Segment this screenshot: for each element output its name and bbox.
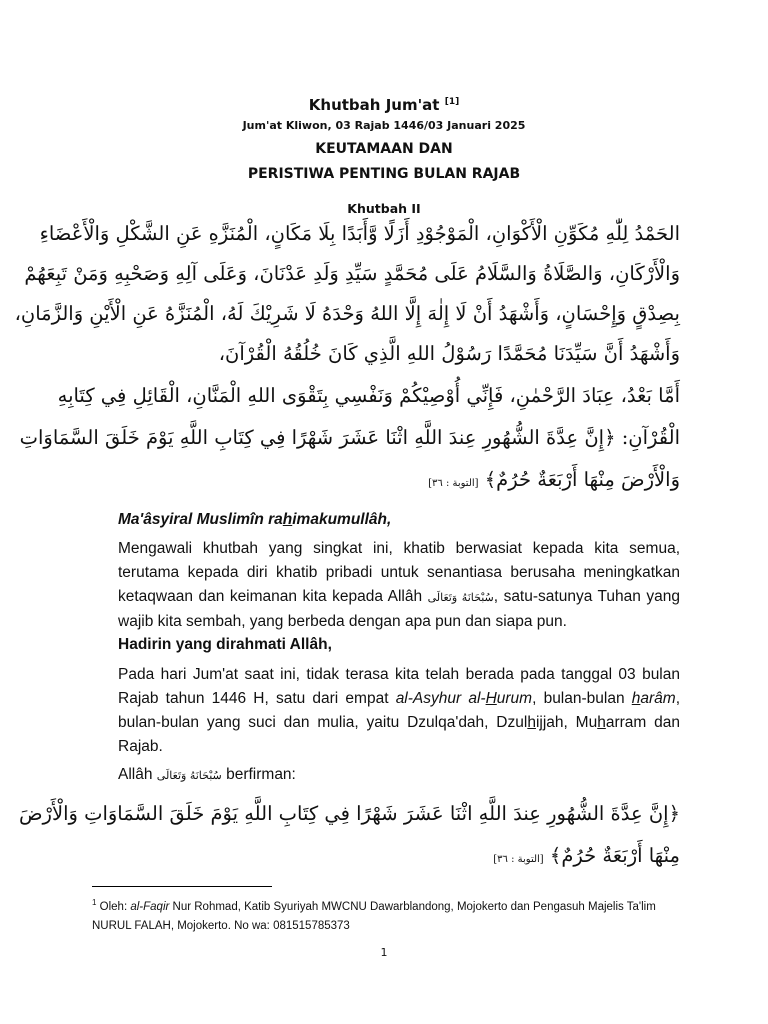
footnote-text: Nur Rohmad, Katib Syuriyah MWCNU Dawarblandong, Mojokerto dan Pengasuh Majelis Ta'lim NURUL FALAH, Mojokerto. No wa: 081515785373 <box>92 901 656 932</box>
paragraph-text: , bulan-bulan <box>532 690 632 707</box>
arabic-line: الْقُرْآنِ: ﴿إِنَّ عِدَّةَ الشُّهُورِ عِندَ اللَّهِ اثْنَا عَشَرَ شَهْرًا فِي كِتَابِ اللَّهِ يَوْمَ خَلَقَ السَّمَاوَاتِ <box>19 426 680 449</box>
italic-term: arâm <box>640 690 676 707</box>
italic-term: h <box>631 690 641 707</box>
paragraph-wasiat <box>118 537 680 634</box>
quran-citation: [التوبة : ٣٦] <box>428 478 479 489</box>
address-text: Ma'âsyiral Muslimîn ra <box>118 511 283 528</box>
address-text: imakumullâh, <box>292 511 392 528</box>
arabic-amma-badu <box>19 384 680 504</box>
footnote-text: al-Faqir <box>130 901 170 913</box>
italic-term: urum <box>496 690 533 707</box>
paragraph-text: arram dan Rajab. <box>118 714 680 755</box>
paragraph-berfirman <box>118 766 296 784</box>
arabic-line: أَمَّا بَعْدُ، عِبَادَ الرَّحْمٰنِ، فَإِنِّي أُوْصِيْكُمْ وَنَفْسِي بِتَقْوَى اللهِ الْمَنَّانِ، الْقَائِلِ فِي كِتَابِهِ <box>57 384 680 407</box>
arabic-line: بِصِدْقٍ وَإِحْسَانٍ، وَأَشْهَدُ أَنْ لَا إِلٰهَ إِلَّا اللهُ وَحْدَهُ لَا شَرِيْكَ لَهُ، الْمُنَزَّهُ عَنِ الْأَيْنِ وَالزَّمَانِ، <box>14 302 680 325</box>
arabic-line <box>118 468 680 491</box>
arabic-verse-text: مِنْهَا أَرْبَعَةٌ حُرُمٌ﴾ <box>549 844 680 867</box>
address-muslimin <box>118 511 391 529</box>
arabic-line: وَالْأَرْكَانِ، وَالصَّلَاةُ وَالسَّلَامُ عَلَى مُحَمَّدٍ سَيِّدِ وَلَدِ عَدْنَانَ، وَعَلَى آلِهِ وَصَحْبِهِ وَمَنْ تَبِعَهُمْ <box>24 262 680 285</box>
paragraph-text: berfirman: <box>221 766 296 783</box>
paragraph-text: Allâh <box>118 766 157 783</box>
title-footnote-ref[interactable]: [1] <box>444 97 460 107</box>
italic-term: al-Asyhur al- <box>395 690 486 707</box>
arabic-line: ﴿إِنَّ عِدَّةَ الشُّهُورِ عِندَ اللَّهِ اثْنَا عَشَرَ شَهْرًا فِي كِتَابِ اللَّهِ يَوْمَ خَلَقَ السَّمَاوَاتِ وَالْأَرْضَ <box>18 802 680 825</box>
khutbah-date: Jum'at Kliwon, 03 Rajab 1446/03 Januari 2025 <box>242 119 526 132</box>
paragraph-rajab <box>118 663 680 759</box>
heading-line-1: KEUTAMAAN DAN <box>315 141 453 157</box>
footnote-divider <box>92 886 272 887</box>
paragraph-text: ijjah, Mu <box>535 714 598 731</box>
underlined-letter: h <box>527 714 536 731</box>
arabic-verse-tawbah <box>18 802 680 882</box>
page-number: 1 <box>380 946 388 959</box>
arabic-line: وَأَشْهَدُ أَنَّ سَيِّدَنَا مُحَمَّدًا رَسُوْلُ اللهِ الَّذِي كَانَ خُلُقُهُ الْقُرْآنَ، <box>218 342 680 365</box>
footnote-number: 1 <box>92 898 97 907</box>
heading-line-2: PERISTIWA PENTING BULAN RAJAB <box>247 166 521 182</box>
arabic-line <box>118 844 680 867</box>
arabic-verse-text: وَالْأَرْضَ مِنْهَا أَرْبَعَةٌ حُرُمٌ﴾ <box>484 468 680 491</box>
address-text: h <box>282 511 293 528</box>
italic-term: H <box>485 690 497 707</box>
paragraph-text: Pada hari Jum'at saat ini, tidak terasa kita telah berada pada tanggal 03 bulan Rajab tahun 1446 H, satu dari empat <box>118 666 680 707</box>
honorific-arabic: سُبْحَانَهُ وَتَعَالَى <box>427 591 494 604</box>
arabic-opening <box>14 222 680 382</box>
quran-citation: [التوبة : ٣٦] <box>493 854 544 865</box>
arabic-line: الحَمْدُ لِلّٰهِ مُكَوِّنِ الْأَكْوَانِ، الْمَوْجُوْدِ أَزَلًا وَّأَبَدًا بِلَا مَكَانٍ، الْمُنَزَّهِ عَنِ الشَّكْلِ وَالْأَعْضَاءِ <box>39 222 680 245</box>
section-heading: Khutbah II <box>347 201 421 216</box>
footnote-text: Oleh: <box>96 901 131 913</box>
paragraph-text: , satu-satunya Tuhan yang wajib kita sembah, yang berbeda dengan apa pun dan siapa pun. <box>118 588 680 630</box>
underlined-letter: h <box>597 714 606 731</box>
paragraph-text: , bulan-bulan yang suci dan mulia, yaitu Dzulqa'dah, Dzul <box>118 690 681 731</box>
title-text: Khutbah Jum'at <box>308 96 440 114</box>
footnote <box>92 893 682 936</box>
paragraph-text: Mengawali khutbah yang singkat ini, khatib berwasiat kepada kita semua, terutama kepada diri khatib pribadi untuk senantiasa berusaha meningkatkan ketaqwaan dan keimanan kita kepada Allâh <box>118 540 680 605</box>
khutbah-title <box>0 96 768 114</box>
honorific-arabic: سُبْحَانَهُ وَتَعَالَى <box>156 769 222 782</box>
address-hadirin: Hadirin yang dirahmati Allâh, <box>118 636 332 653</box>
